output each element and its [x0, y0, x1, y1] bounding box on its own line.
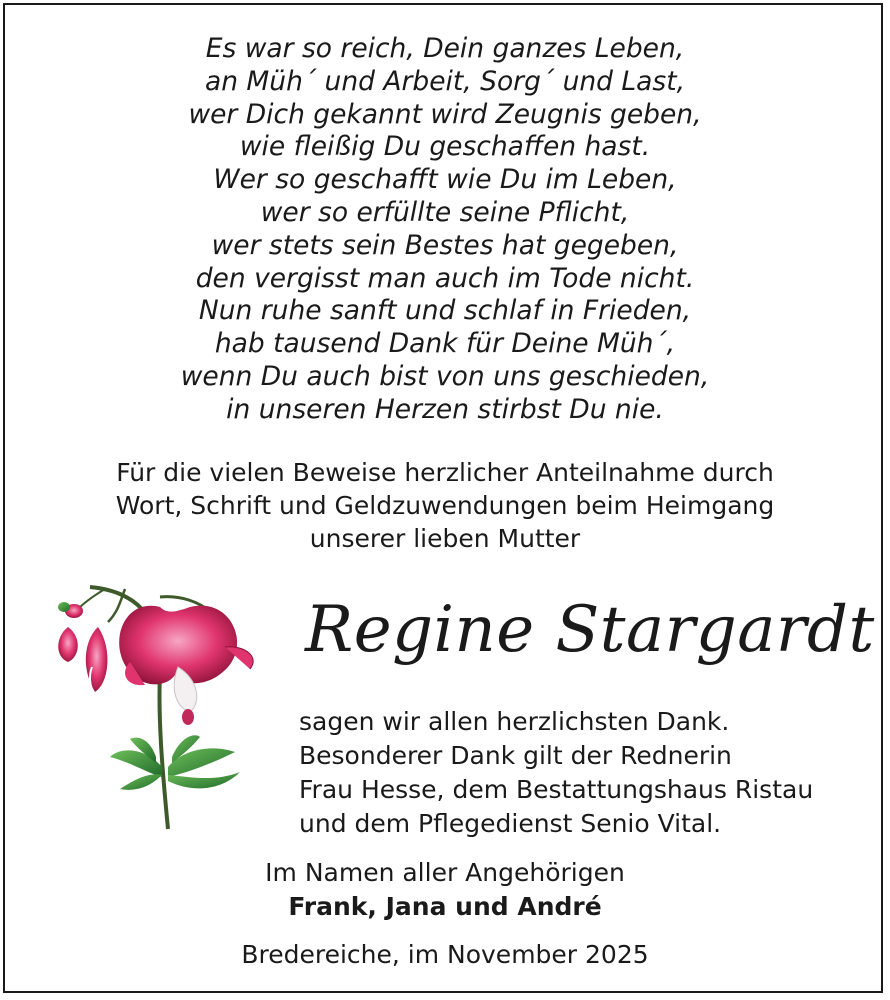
poem-line: wie fleißig Du geschaffen hast.: [239, 131, 651, 163]
thanks-line: Besonderer Dank gilt der Rednerin: [299, 741, 732, 770]
signers-line: Frank, Jana und André: [288, 892, 602, 921]
on-behalf-line: Im Namen aller Angehörigen: [265, 858, 625, 887]
poem-line: Es war so reich, Dein ganzes Leben,: [205, 33, 685, 64]
poem-line: wer Dich gekannt wird Zeugnis geben,: [188, 98, 702, 130]
intro-line: Wort, Schrift und Geldzuwendungen beim Heimgang: [115, 491, 775, 520]
poem: [5, 33, 885, 427]
poem-line: an Müh´ und Arbeit, Sorg´ und Last,: [204, 65, 686, 97]
poem-line: in unseren Herzen stirbst Du nie.: [226, 393, 664, 425]
place-date: Bredereiche, im November 2025: [241, 940, 649, 969]
signoff: [5, 856, 885, 924]
bleeding-heart-flower-icon: [50, 567, 275, 837]
intro-text: [5, 456, 885, 555]
poem-line: Wer so geschafft wie Du im Leben,: [213, 164, 677, 196]
deceased-name: Regine Stargardt: [305, 593, 875, 667]
intro-line: Für die vielen Beweise herzlicher Anteilnahme durch: [116, 458, 774, 487]
poem-line: Nun ruhe sanft und schlaf in Frieden,: [198, 295, 692, 327]
thanks-line: und dem Pflegedienst Senio Vital.: [299, 809, 722, 838]
poem-line: wer so erfüllte seine Pflicht,: [260, 196, 630, 228]
poem-line: wer stets sein Bestes hat gegeben,: [211, 229, 679, 261]
thanks-line: sagen wir allen herzlichsten Dank.: [299, 707, 730, 736]
poem-line: wenn Du auch bist von uns geschieden,: [180, 360, 710, 392]
notice-frame: [3, 3, 883, 993]
intro-line: unserer lieben Mutter: [309, 524, 581, 553]
thanks-text: [299, 705, 879, 841]
thanks-line: Frau Hesse, dem Bestattungshaus Ristau: [299, 775, 814, 804]
poem-line: hab tausend Dank für Deine Müh´,: [214, 328, 676, 360]
poem-line: den vergisst man auch im Tode nicht.: [195, 262, 695, 294]
